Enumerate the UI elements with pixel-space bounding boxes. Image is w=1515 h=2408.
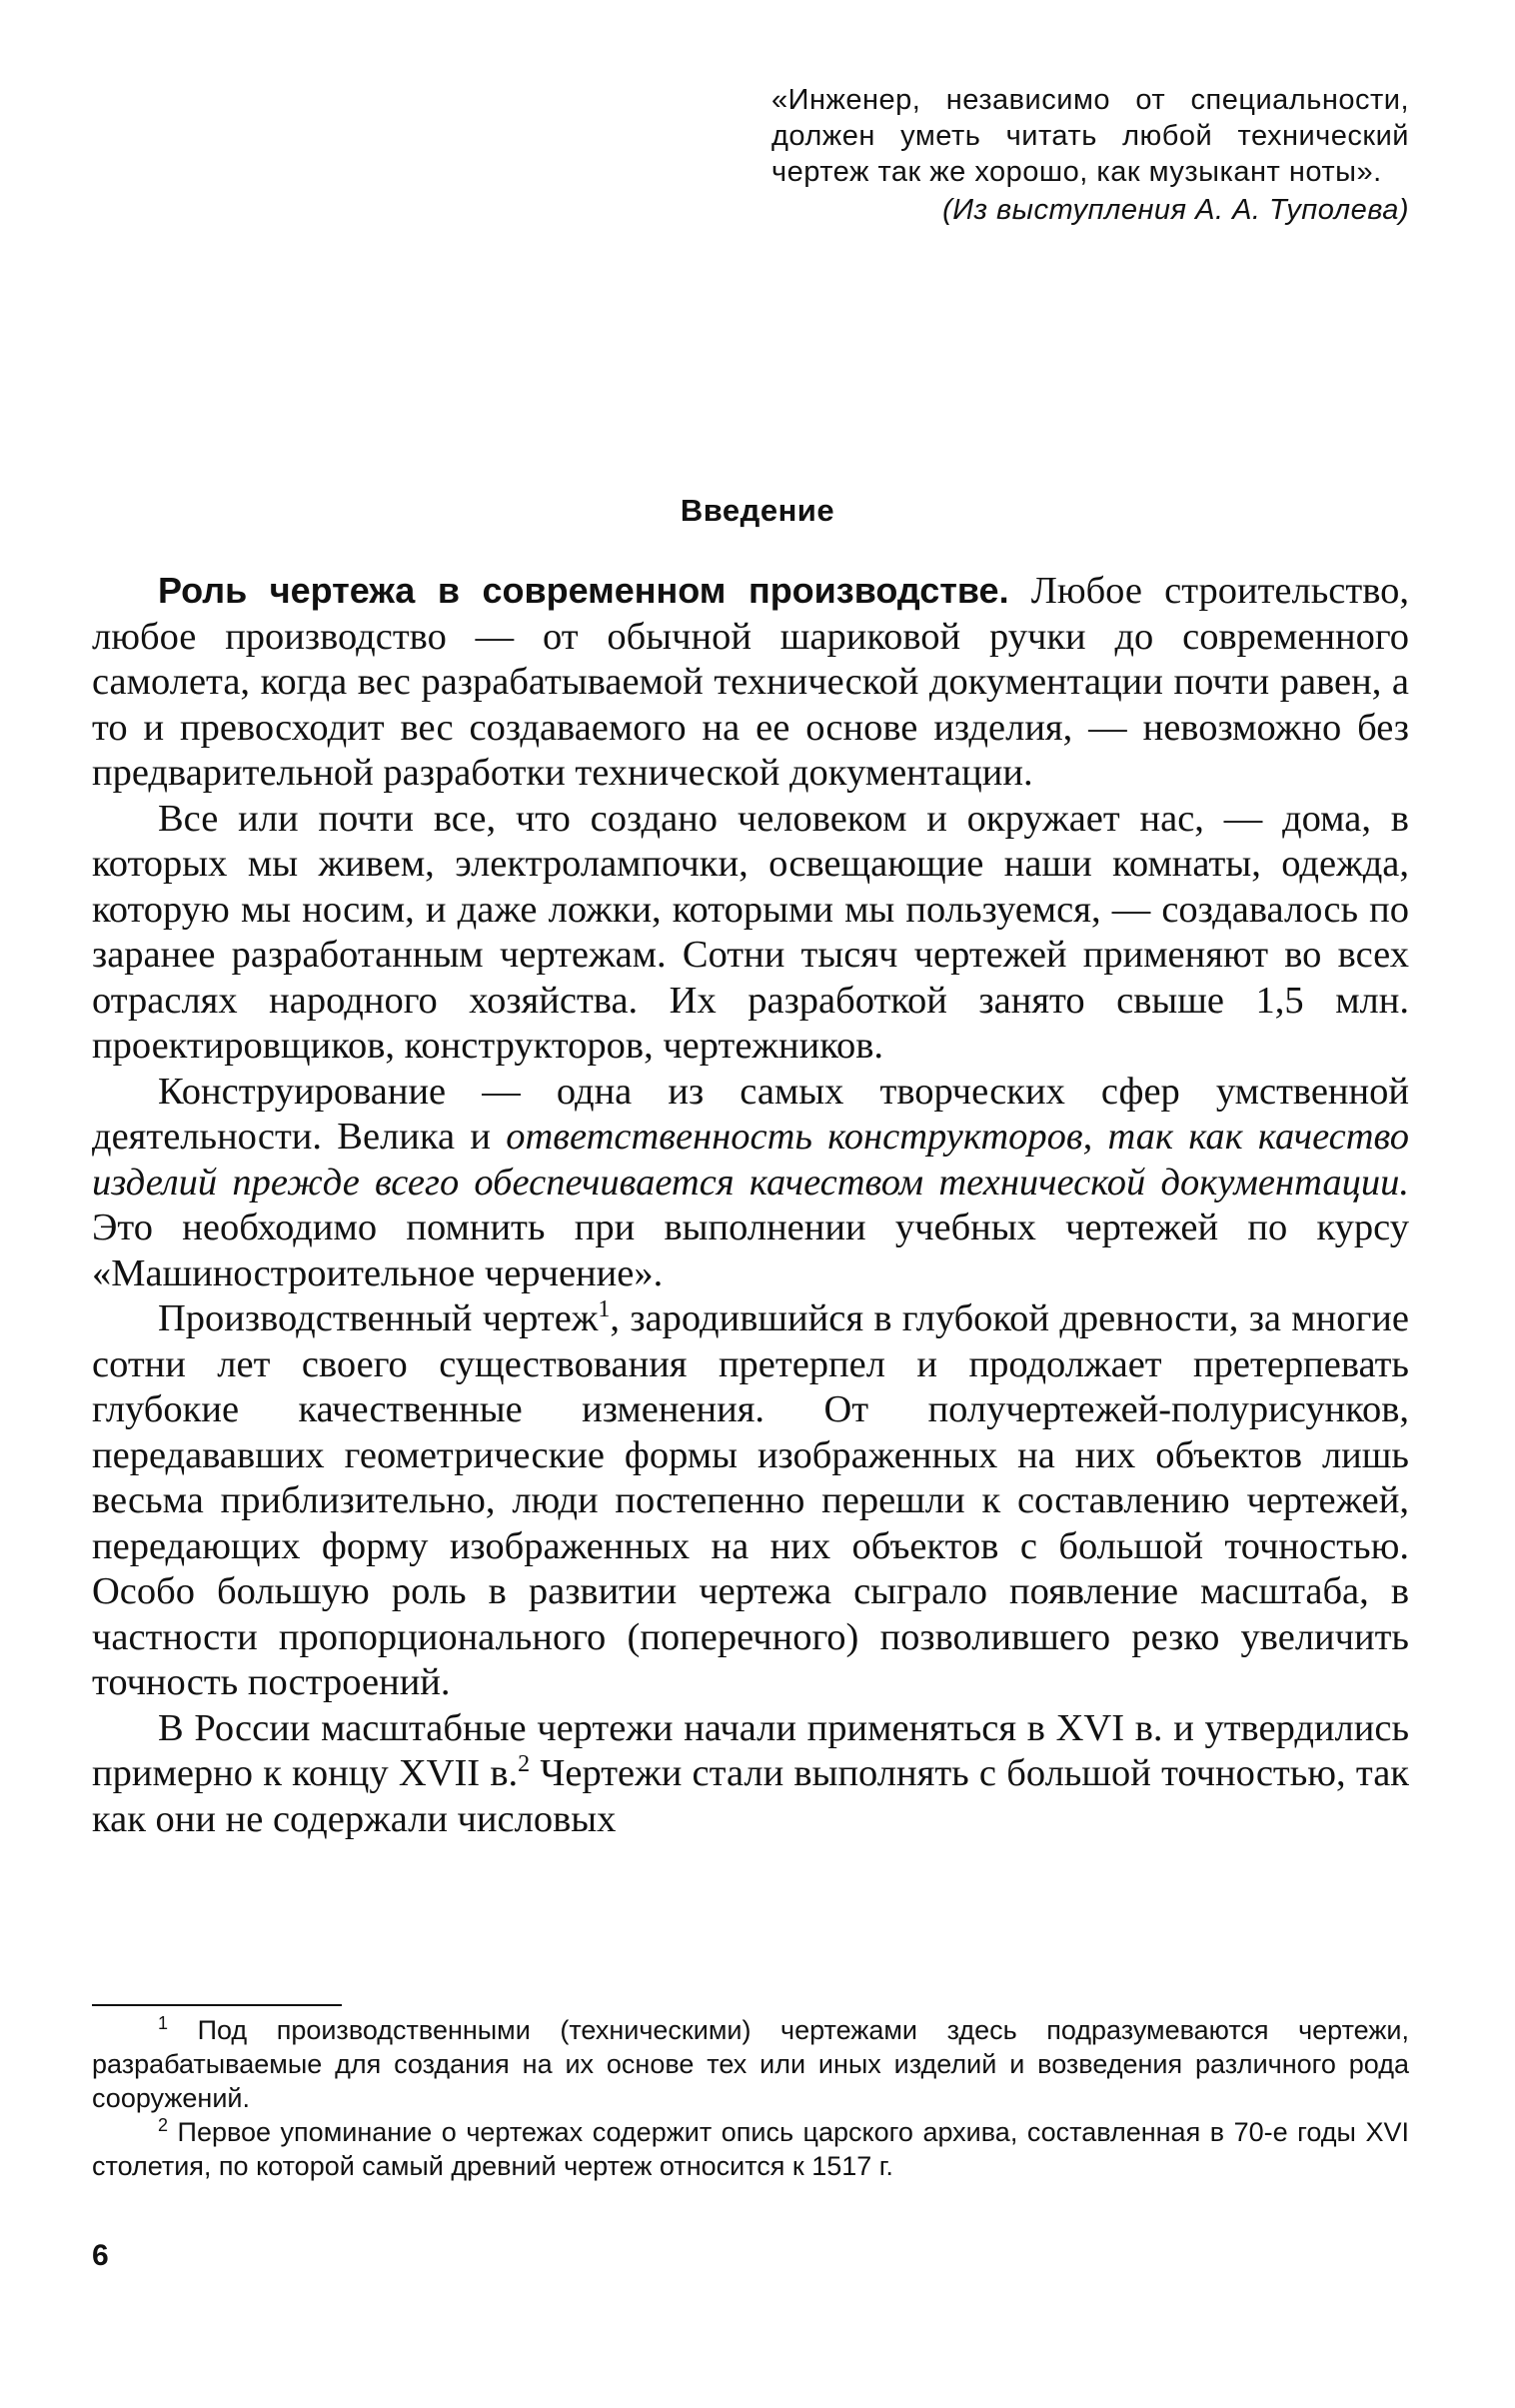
footnote-ref-2[interactable]: 2 bbox=[518, 1751, 531, 1778]
footnote-1 bbox=[92, 2013, 1409, 2115]
main-text bbox=[92, 568, 1409, 1842]
footnote-2 bbox=[92, 2115, 1409, 2183]
footnotes bbox=[92, 2013, 1409, 2183]
footnote-2-text: Первое упоминание о чертежах содержит опись царского архива, составленная в 70-е годы XVI столетия, по которой самый древний чертеж относится к 1517 г. bbox=[92, 2117, 1409, 2181]
epigraph-quote: «Инженер, независимо от специальности, должен уметь читать любой технический чертеж так же хорошо, как музыкант ноты». bbox=[771, 84, 1409, 188]
paragraph-5-text-start: В России масштабные чертежи начали применяться в XVI в. и утвердились примерно к концу XVII в. bbox=[92, 1706, 1409, 1794]
paragraph-5 bbox=[92, 1706, 1409, 1843]
footnote-ref-1[interactable]: 1 bbox=[598, 1296, 611, 1323]
paragraph-4-text-end: , зародившийся в глубокой древности, за многие сотни лет своего существования претерпел и продолжает претерпевать глубокие качественные изменения. От получертежей-полурисунков, передававших геометрические формы изображенных на них объектов лишь весьма приблизительно, люди постепенно перешли к составлению чертежей, передающих форму изображенных на них объектов с большой точностью. Особо большую роль в развитии чертежа сыграло появление масштаба, в частности пропорционального (поперечного) позволившего резко увеличить точность построений. bbox=[92, 1297, 1409, 1703]
paragraph-3 bbox=[92, 1070, 1409, 1297]
paragraph-lead-heading: Роль чертежа в современном производстве. bbox=[158, 570, 1009, 611]
paragraph-5-text-end: Чертежи стали выполнять с большой точностью, так как они не содержали числовых bbox=[92, 1752, 1409, 1840]
paragraph-4-text-start: Производственный чертеж bbox=[158, 1297, 599, 1339]
paragraph-2: Все или почти все, что создано человеком и окружает нас, — дома, в которых мы живем, электролампочки, освещающие наши комнаты, одежда, которую мы носим, и даже ложки, которыми мы пользуемся, — создавалось по заранее разработанным чертежам. Сотни тысяч чертежей применяют во всех отраслях народного хозяйства. Их разработкой занято свыше 1,5 млн. проектировщиков, конструкторов, чертежников. bbox=[92, 797, 1409, 1067]
paragraph-3-text-end: Это необходимо помнить при выполнении учебных чертежей по курсу «Машиностроительное черчение». bbox=[92, 1206, 1409, 1294]
footnote-divider bbox=[92, 2004, 342, 2006]
footnote-mark-2: 2 bbox=[158, 2115, 169, 2135]
paragraph-1-text: Любое строительство, любое производство — от обычной шариковой ручки до современного самолета, когда вес разрабатываемой технической документации почти равен, а то и превосходит вес создаваемого на ее основе изделия, — невозможно без предварительной разработки технической документации. bbox=[92, 570, 1409, 794]
paragraph-3-emphasis: ответственность конструкторов, так как качество изделий прежде всего обеспечивается качеством технической документации. bbox=[92, 1116, 1409, 1204]
footnote-mark-1: 1 bbox=[158, 2013, 169, 2033]
page-number: 6 bbox=[92, 2239, 109, 2272]
footnote-1-text: Под производственными (техническими) чертежами здесь подразумеваются чертежи, разрабатываемые для создания на их основе тех или иных изделий и возведения различного рода сооружений. bbox=[92, 2015, 1409, 2113]
paragraph-3-text-start: Конструирование — одна из самых творческих сфер умственной деятельности. Велика и bbox=[92, 1070, 1409, 1158]
epigraph-source: (Из выступления А. А. Туполева) bbox=[942, 194, 1409, 226]
epigraph bbox=[771, 82, 1409, 228]
section-title: Введение bbox=[680, 493, 835, 528]
paragraph-4 bbox=[92, 1296, 1409, 1706]
paragraph-1 bbox=[92, 568, 1409, 797]
